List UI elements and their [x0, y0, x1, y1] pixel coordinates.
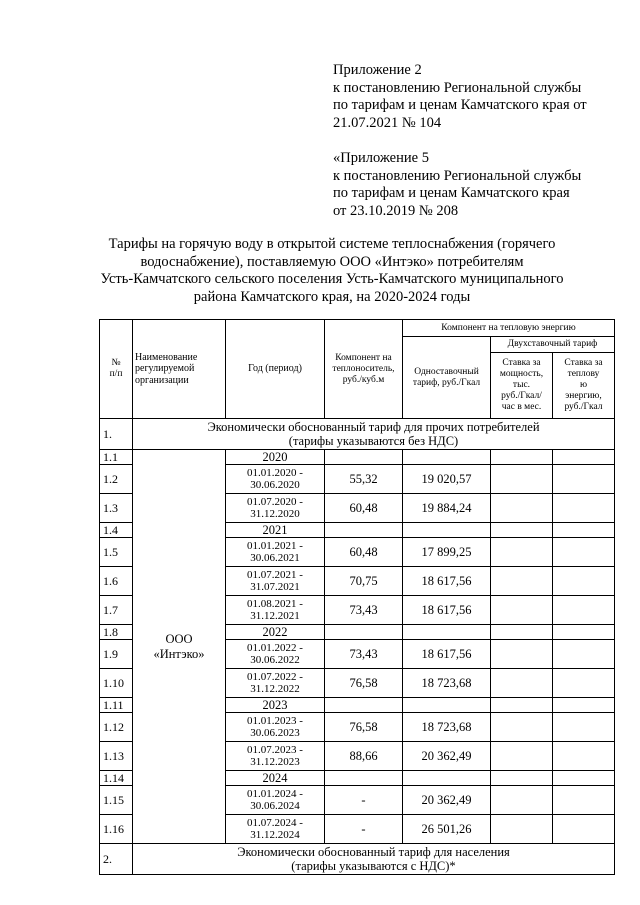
- header-text: мощность,: [499, 369, 544, 379]
- row-number: 1.4: [100, 523, 133, 538]
- appendix-line: Приложение 2: [333, 62, 422, 78]
- organization-text: ООО: [165, 631, 193, 646]
- empty-cell: [403, 450, 491, 465]
- heat-carrier-value: 60,48: [325, 494, 403, 523]
- single-rate-value: 18 617,56: [403, 567, 491, 596]
- period-text: 30.06.2020: [250, 479, 300, 491]
- capacity-rate-value: [491, 567, 553, 596]
- energy-rate-value: [553, 494, 615, 523]
- appendix-line: к постановлению Региональной службы: [333, 79, 582, 96]
- header-energy-rate: [553, 353, 615, 419]
- period-cell: [226, 494, 325, 523]
- row-number: 1.13: [100, 742, 133, 771]
- energy-rate-value: [553, 465, 615, 494]
- organization-text: «Интэко»: [153, 646, 205, 661]
- empty-cell: [403, 523, 491, 538]
- section-row: [100, 844, 615, 875]
- empty-cell: [325, 523, 403, 538]
- period-text: 01.07.2022 -: [247, 671, 303, 683]
- header-two-rate: Двухставочный тариф: [491, 337, 615, 353]
- row-number: 1.6: [100, 567, 133, 596]
- section-text: (тарифы указываются с НДС)*: [291, 859, 456, 873]
- header-text: Ставка за: [502, 358, 541, 368]
- period-cell: [226, 538, 325, 567]
- period-text: 31.12.2021: [250, 610, 300, 622]
- heat-carrier-value: 73,43: [325, 596, 403, 625]
- period-cell: [226, 567, 325, 596]
- period-text: 31.12.2023: [250, 756, 300, 768]
- year-cell: 2022: [226, 625, 325, 640]
- period-cell: [226, 786, 325, 815]
- energy-rate-value: [553, 713, 615, 742]
- period-text: 01.01.2024 -: [247, 788, 303, 800]
- appendix-5-block: [333, 150, 623, 220]
- section-text: (тарифы указываются без НДС): [288, 434, 459, 448]
- empty-cell: [403, 698, 491, 713]
- header-text: энергию,: [565, 391, 602, 401]
- year-cell: 2020: [226, 450, 325, 465]
- capacity-rate-value: [491, 713, 553, 742]
- year-row: [100, 450, 615, 465]
- period-text: 01.07.2023 -: [247, 744, 303, 756]
- appendix-2-block: [333, 62, 623, 132]
- year-cell: 2024: [226, 771, 325, 786]
- period-cell: [226, 465, 325, 494]
- row-number: 1.1: [100, 450, 133, 465]
- heat-carrier-value: 70,75: [325, 567, 403, 596]
- capacity-rate-value: [491, 494, 553, 523]
- single-rate-value: 19 884,24: [403, 494, 491, 523]
- row-number: 1.7: [100, 596, 133, 625]
- row-number: 1.3: [100, 494, 133, 523]
- section-title: [133, 844, 615, 875]
- period-text: 01.07.2024 -: [247, 817, 303, 829]
- heat-carrier-value: -: [325, 815, 403, 844]
- heat-carrier-value: -: [325, 786, 403, 815]
- heat-carrier-value: 55,32: [325, 465, 403, 494]
- period-text: 01.01.2021 -: [247, 540, 303, 552]
- header-text: теплову: [567, 369, 600, 379]
- capacity-rate-value: [491, 538, 553, 567]
- header-text: ю: [579, 380, 588, 390]
- single-rate-value: 18 723,68: [403, 669, 491, 698]
- period-cell: [226, 596, 325, 625]
- empty-cell: [553, 523, 615, 538]
- period-text: 30.06.2022: [250, 654, 300, 666]
- organization-cell: [133, 450, 226, 844]
- section-title: [133, 419, 615, 450]
- row-number: 1.5: [100, 538, 133, 567]
- single-rate-value: 20 362,49: [403, 786, 491, 815]
- row-number: 1.16: [100, 815, 133, 844]
- heat-carrier-value: 76,58: [325, 713, 403, 742]
- row-number: 1.: [100, 419, 133, 450]
- header-text: Компонент на: [335, 352, 392, 363]
- row-number: 1.8: [100, 625, 133, 640]
- energy-rate-value: [553, 596, 615, 625]
- capacity-rate-value: [491, 596, 553, 625]
- header-num: [100, 320, 133, 419]
- year-cell: 2023: [226, 698, 325, 713]
- row-number: 1.2: [100, 465, 133, 494]
- capacity-rate-value: [491, 742, 553, 771]
- period-text: 01.07.2020 -: [247, 496, 303, 508]
- header-heat-energy: Компонент на тепловую энергию: [403, 320, 615, 337]
- appendix-line: по тарифам и ценам Камчатского края: [333, 185, 570, 201]
- header-text: Одноставочный: [414, 366, 479, 377]
- empty-cell: [325, 771, 403, 786]
- row-number: 1.9: [100, 640, 133, 669]
- header-year: Год (период): [226, 320, 325, 419]
- header-text: организации: [135, 374, 189, 386]
- single-rate-value: 18 723,68: [403, 713, 491, 742]
- period-text: 01.01.2020 -: [247, 467, 303, 479]
- header-text: руб./Гкал/: [501, 391, 542, 401]
- period-cell: [226, 815, 325, 844]
- period-cell: [226, 640, 325, 669]
- single-rate-value: 19 020,57: [403, 465, 491, 494]
- heat-carrier-value: 88,66: [325, 742, 403, 771]
- header-text: тариф, руб./Гкал: [412, 377, 481, 388]
- capacity-rate-value: [491, 815, 553, 844]
- energy-rate-value: [553, 538, 615, 567]
- single-rate-value: 26 501,26: [403, 815, 491, 844]
- header-single-rate: [403, 337, 491, 419]
- period-text: 31.07.2021: [250, 581, 300, 593]
- appendix-line: 21.07.2021 № 104: [333, 114, 442, 131]
- header-text: руб./куб.м: [342, 374, 385, 385]
- row-number: 1.12: [100, 713, 133, 742]
- year-cell: 2021: [226, 523, 325, 538]
- empty-cell: [491, 450, 553, 465]
- header-org-name: [133, 320, 226, 419]
- period-text: 01.07.2021 -: [247, 569, 303, 581]
- title-line: водоснабжение), поставляемую ООО «Интэко» потребителям: [140, 253, 524, 270]
- section-text: Экономически обоснованный тариф для прочих потребителей: [207, 420, 540, 434]
- empty-cell: [403, 625, 491, 640]
- row-number: 1.10: [100, 669, 133, 698]
- empty-cell: [325, 625, 403, 640]
- capacity-rate-value: [491, 786, 553, 815]
- header-capacity-rate: [491, 353, 553, 419]
- section-text: Экономически обоснованный тариф для населения: [237, 845, 510, 859]
- period-text: 31.12.2024: [250, 829, 300, 841]
- empty-cell: [325, 450, 403, 465]
- empty-cell: [491, 625, 553, 640]
- appendix-line: к постановлению Региональной службы: [333, 167, 582, 184]
- single-rate-value: 20 362,49: [403, 742, 491, 771]
- header-text: №: [111, 358, 121, 368]
- energy-rate-value: [553, 567, 615, 596]
- appendix-line: «Приложение 5: [333, 150, 429, 166]
- header-text: час в мес.: [501, 402, 542, 412]
- period-text: 01.08.2021 -: [247, 598, 303, 610]
- header-heat-carrier: [325, 320, 403, 419]
- heat-carrier-value: 76,58: [325, 669, 403, 698]
- title-line: Тарифы на горячую воду в открытой системе теплоснабжения (горячего: [108, 236, 556, 252]
- header-text: руб./Гкал: [564, 402, 603, 412]
- period-text: 30.06.2024: [250, 800, 300, 812]
- energy-rate-value: [553, 815, 615, 844]
- section-row: [100, 419, 615, 450]
- appendix-line: от 23.10.2019 № 208: [333, 202, 459, 219]
- period-text: 01.01.2023 -: [247, 715, 303, 727]
- tariff-table: [99, 319, 615, 875]
- header-text: Наименование: [135, 351, 198, 363]
- energy-rate-value: [553, 786, 615, 815]
- title-line: района Камчатского края, на 2020-2024 годы: [193, 288, 471, 305]
- energy-rate-value: [553, 640, 615, 669]
- appendix-line: по тарифам и ценам Камчатского края от: [333, 97, 587, 113]
- header-text: тыс.: [512, 380, 531, 390]
- empty-cell: [491, 698, 553, 713]
- empty-cell: [403, 771, 491, 786]
- empty-cell: [491, 523, 553, 538]
- empty-cell: [553, 771, 615, 786]
- period-cell: [226, 669, 325, 698]
- document-title: [92, 236, 572, 306]
- capacity-rate-value: [491, 669, 553, 698]
- period-text: 30.06.2021: [250, 552, 300, 564]
- period-text: 30.06.2023: [250, 727, 300, 739]
- row-number: 2.: [100, 844, 133, 875]
- period-cell: [226, 713, 325, 742]
- empty-cell: [553, 698, 615, 713]
- header-text: п/п: [109, 369, 123, 379]
- period-text: 31.12.2022: [250, 683, 300, 695]
- header-text: регулируемой: [135, 363, 195, 375]
- period-cell: [226, 742, 325, 771]
- capacity-rate-value: [491, 640, 553, 669]
- row-number: 1.14: [100, 771, 133, 786]
- empty-cell: [553, 625, 615, 640]
- row-number: 1.15: [100, 786, 133, 815]
- row-number: 1.11: [100, 698, 133, 713]
- single-rate-value: 18 617,56: [403, 640, 491, 669]
- single-rate-value: 18 617,56: [403, 596, 491, 625]
- empty-cell: [325, 698, 403, 713]
- title-line: Усть-Камчатского сельского поселения Усть-Камчатского муниципального: [100, 271, 564, 287]
- empty-cell: [553, 450, 615, 465]
- header-text: теплоноситель,: [332, 363, 395, 374]
- capacity-rate-value: [491, 465, 553, 494]
- energy-rate-value: [553, 669, 615, 698]
- header-text: Ставка за: [564, 358, 603, 368]
- empty-cell: [491, 771, 553, 786]
- period-text: 31.12.2020: [250, 508, 300, 520]
- energy-rate-value: [553, 742, 615, 771]
- heat-carrier-value: 60,48: [325, 538, 403, 567]
- single-rate-value: 17 899,25: [403, 538, 491, 567]
- period-text: 01.01.2022 -: [247, 642, 303, 654]
- heat-carrier-value: 73,43: [325, 640, 403, 669]
